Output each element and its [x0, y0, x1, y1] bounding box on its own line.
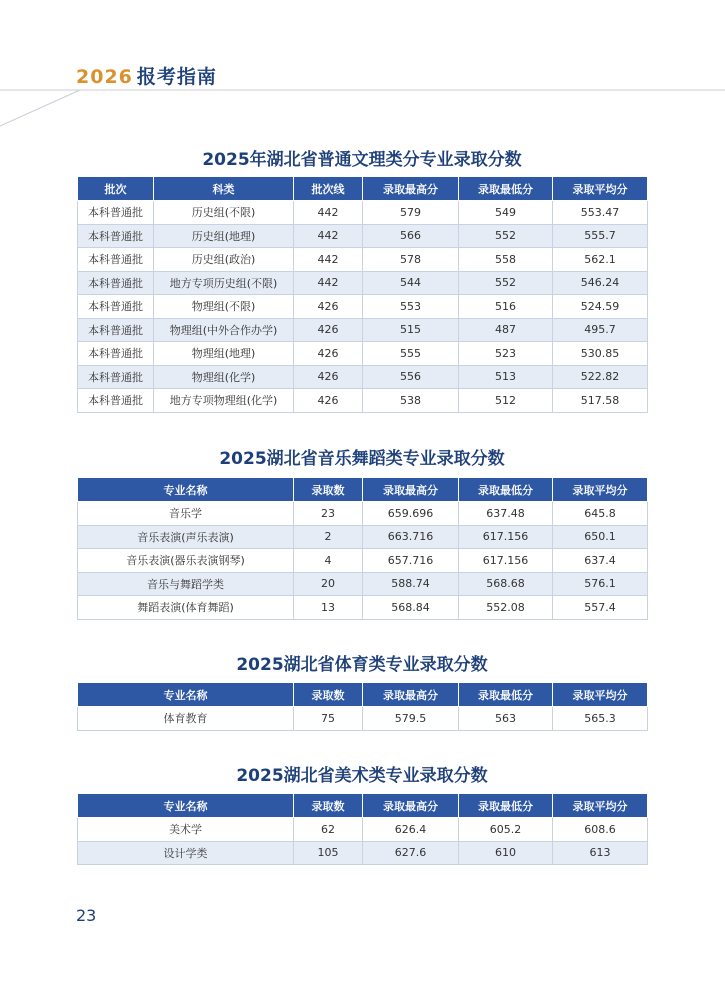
brand-text: 报考指南 [136, 66, 217, 88]
table-cell: 物理组(不限) [154, 295, 294, 319]
header-category: 科类 [154, 177, 294, 201]
table-cell: 515 [363, 318, 459, 342]
table-cell: 556 [363, 365, 459, 389]
header-admitted: 录取数 [294, 794, 363, 818]
table-cell: 442 [294, 224, 363, 248]
table-cell: 426 [294, 389, 363, 413]
table-cell: 563 [459, 707, 553, 731]
table-cell: 音乐表演(声乐表演) [78, 525, 294, 549]
table-cell: 568.68 [459, 572, 553, 596]
table-cell: 555 [363, 342, 459, 366]
table-cell: 578 [363, 248, 459, 272]
table-cell: 557.4 [553, 596, 648, 620]
table-cell: 音乐表演(器乐表演钢琴) [78, 549, 294, 573]
table-cell: 552 [459, 271, 553, 295]
table-cell: 568.84 [363, 596, 459, 620]
table-cell: 576.1 [553, 572, 648, 596]
header-min-score: 录取最低分 [459, 683, 553, 707]
table-cell: 本科普通批 [78, 342, 154, 366]
table-header-row [78, 478, 648, 502]
table-cell: 本科普通批 [78, 224, 154, 248]
table-cell: 487 [459, 318, 553, 342]
table-cell: 553 [363, 295, 459, 319]
section-title-music-dance: 2025湖北省音乐舞蹈类专业录取分数 [219, 449, 505, 469]
table-cell: 637.48 [459, 502, 553, 526]
table-cell: 524.59 [553, 295, 648, 319]
header-admitted: 录取数 [294, 478, 363, 502]
fine-arts-score-table [77, 793, 648, 865]
table-cell: 4 [294, 549, 363, 573]
table-cell: 659.696 [363, 502, 459, 526]
table-cell: 442 [294, 201, 363, 225]
table-row [78, 818, 648, 842]
brand-year: 2026 [76, 66, 133, 88]
table-cell: 历史组(不限) [154, 201, 294, 225]
table-row [78, 841, 648, 865]
table-cell: 62 [294, 818, 363, 842]
table-cell: 本科普通批 [78, 389, 154, 413]
table-row [78, 525, 648, 549]
table-row [78, 248, 648, 272]
table-row [78, 342, 648, 366]
table-cell: 516 [459, 295, 553, 319]
header-min-score: 录取最低分 [459, 177, 553, 201]
header-max-score: 录取最高分 [363, 177, 459, 201]
table-cell: 626.4 [363, 818, 459, 842]
header-min-score: 录取最低分 [459, 794, 553, 818]
table-cell: 552 [459, 224, 553, 248]
table-row [78, 572, 648, 596]
table-cell: 美术学 [78, 818, 294, 842]
table-header-row [78, 177, 648, 201]
table-row [78, 549, 648, 573]
header-avg-score: 录取平均分 [553, 478, 648, 502]
table-cell: 544 [363, 271, 459, 295]
table-cell: 本科普通批 [78, 295, 154, 319]
table-cell: 426 [294, 342, 363, 366]
table-cell: 579 [363, 201, 459, 225]
table-cell: 617.156 [459, 549, 553, 573]
table-cell: 549 [459, 201, 553, 225]
header-max-score: 录取最高分 [363, 478, 459, 502]
table-row [78, 295, 648, 319]
table-cell: 426 [294, 295, 363, 319]
table-cell: 历史组(地理) [154, 224, 294, 248]
table-cell: 657.716 [363, 549, 459, 573]
table-cell: 512 [459, 389, 553, 413]
header-avg-score: 录取平均分 [553, 794, 648, 818]
table-cell: 613 [553, 841, 648, 865]
table-row [78, 201, 648, 225]
table-cell: 426 [294, 365, 363, 389]
table-cell: 426 [294, 318, 363, 342]
header-major: 专业名称 [78, 683, 294, 707]
section-title-sports: 2025湖北省体育类专业录取分数 [236, 655, 488, 675]
page-header [0, 0, 725, 130]
header-batch-line: 批次线 [294, 177, 363, 201]
table-cell: 2 [294, 525, 363, 549]
table-cell: 637.4 [553, 549, 648, 573]
table-cell: 物理组(化学) [154, 365, 294, 389]
table-cell: 105 [294, 841, 363, 865]
table-row [78, 271, 648, 295]
header-admitted: 录取数 [294, 683, 363, 707]
table-cell: 555.7 [553, 224, 648, 248]
table-cell: 610 [459, 841, 553, 865]
header-avg-score: 录取平均分 [553, 683, 648, 707]
table-cell: 562.1 [553, 248, 648, 272]
table-cell: 442 [294, 271, 363, 295]
table-cell: 舞蹈表演(体育舞蹈) [78, 596, 294, 620]
table-row [78, 596, 648, 620]
table-cell: 546.24 [553, 271, 648, 295]
table-cell: 523 [459, 342, 553, 366]
table-cell: 645.8 [553, 502, 648, 526]
table-cell: 588.74 [363, 572, 459, 596]
table-cell: 体育教育 [78, 707, 294, 731]
table-cell: 23 [294, 502, 363, 526]
section-title-fine-arts: 2025湖北省美术类专业录取分数 [236, 766, 488, 786]
table-cell: 530.85 [553, 342, 648, 366]
table-cell: 442 [294, 248, 363, 272]
table-cell: 设计学类 [78, 841, 294, 865]
section-title-general: 2025年湖北省普通文理类分专业录取分数 [202, 150, 522, 170]
table-cell: 本科普通批 [78, 201, 154, 225]
table-cell: 538 [363, 389, 459, 413]
music-dance-score-table [77, 477, 648, 620]
table-cell: 627.6 [363, 841, 459, 865]
table-cell: 608.6 [553, 818, 648, 842]
header-min-score: 录取最低分 [459, 478, 553, 502]
table-row [78, 224, 648, 248]
header-max-score: 录取最高分 [363, 683, 459, 707]
table-cell: 75 [294, 707, 363, 731]
header-batch: 批次 [78, 177, 154, 201]
sports-score-table [77, 682, 648, 731]
table-cell: 本科普通批 [78, 248, 154, 272]
table-cell: 517.58 [553, 389, 648, 413]
table-cell: 663.716 [363, 525, 459, 549]
table-cell: 物理组(中外合作办学) [154, 318, 294, 342]
table-cell: 650.1 [553, 525, 648, 549]
table-cell: 20 [294, 572, 363, 596]
table-cell: 本科普通批 [78, 271, 154, 295]
brand-title [76, 62, 217, 89]
table-cell: 579.5 [363, 707, 459, 731]
table-cell: 566 [363, 224, 459, 248]
table-cell: 物理组(地理) [154, 342, 294, 366]
table-cell: 565.3 [553, 707, 648, 731]
table-cell: 本科普通批 [78, 318, 154, 342]
header-max-score: 录取最高分 [363, 794, 459, 818]
general-score-table [77, 176, 648, 413]
page-number: 23 [76, 906, 97, 925]
table-row [78, 389, 648, 413]
table-row [78, 365, 648, 389]
table-cell: 13 [294, 596, 363, 620]
table-row [78, 318, 648, 342]
table-cell: 495.7 [553, 318, 648, 342]
table-cell: 地方专项物理组(化学) [154, 389, 294, 413]
table-cell: 617.156 [459, 525, 553, 549]
header-major: 专业名称 [78, 478, 294, 502]
table-cell: 音乐学 [78, 502, 294, 526]
table-row [78, 502, 648, 526]
table-cell: 553.47 [553, 201, 648, 225]
table-cell: 605.2 [459, 818, 553, 842]
table-cell: 地方专项历史组(不限) [154, 271, 294, 295]
table-cell: 513 [459, 365, 553, 389]
table-row [78, 707, 648, 731]
table-cell: 历史组(政治) [154, 248, 294, 272]
table-cell: 558 [459, 248, 553, 272]
table-cell: 522.82 [553, 365, 648, 389]
header-avg-score: 录取平均分 [553, 177, 648, 201]
table-cell: 本科普通批 [78, 365, 154, 389]
table-cell: 音乐与舞蹈学类 [78, 572, 294, 596]
table-header-row [78, 683, 648, 707]
table-cell: 552.08 [459, 596, 553, 620]
header-major: 专业名称 [78, 794, 294, 818]
table-header-row [78, 794, 648, 818]
